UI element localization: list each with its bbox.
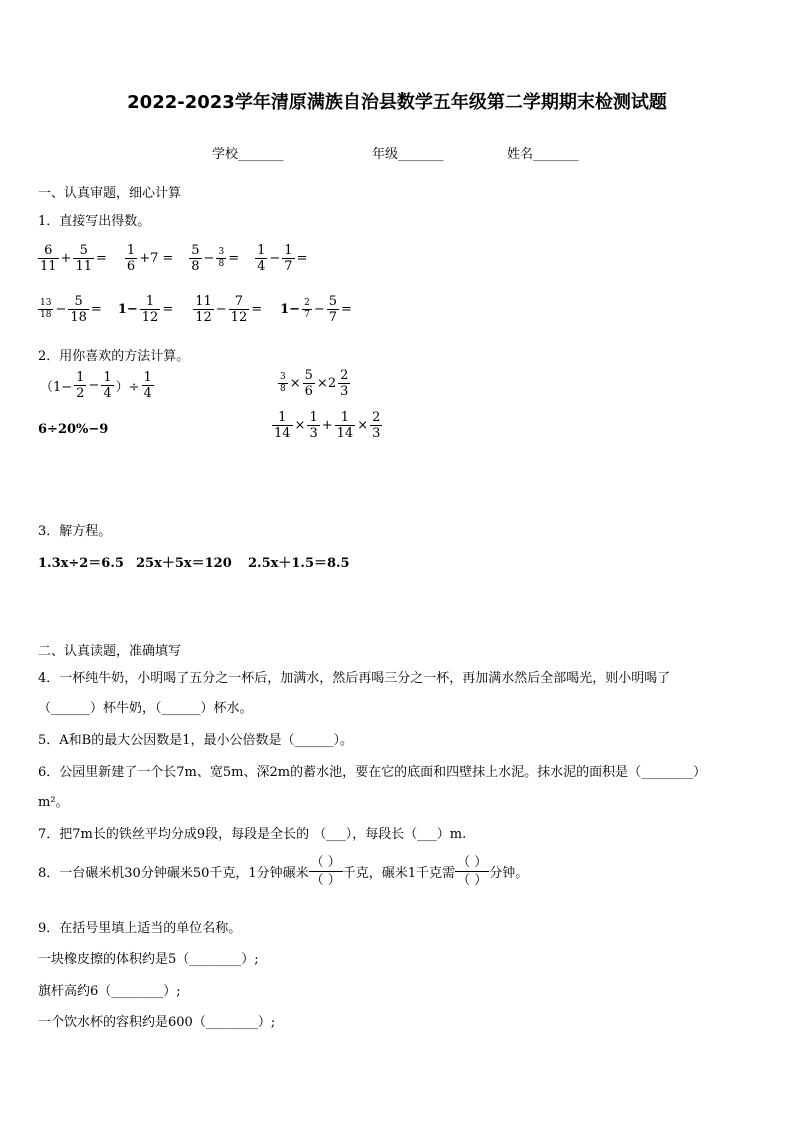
fraction: $\frac{1}{4}$: [143, 370, 152, 401]
fraction: $\frac{3}{8}$: [280, 372, 286, 394]
fraction: $\frac{5}{8}$: [191, 243, 200, 274]
section2-heading: 二、认真读题，准确填写: [38, 644, 182, 659]
q7-text: 7．把7m长的铁丝平均分成9段，每段是全长的 （___），每段长（___）m.: [38, 827, 467, 842]
fraction: $\frac{11}{12}$: [195, 294, 212, 325]
blank-fraction[interactable]: （ ） （ ）: [310, 855, 341, 888]
q5-text: 5．A和B的最大公因数是1，最小公倍数是（______）。: [38, 733, 353, 748]
fraction: $\frac{1}{7}$: [284, 243, 293, 274]
q6-text: 6．公园里新建了一个长7m、宽5m、深2m的蓄水池，要在它的底面和四壁抹上水泥。抹水泥的面积是（________）: [38, 765, 707, 780]
fraction: $\frac{2}{3}$: [340, 368, 349, 399]
q9-line1: 一块橡皮擦的体积约是5（________）;: [38, 952, 259, 967]
q2-expr1: （1− $\frac{1}{2}$ − $\frac{1}{4}$ ）÷ $\frac{1}{4}$: [40, 370, 152, 401]
fraction: $\frac{6}{11}$: [40, 243, 57, 274]
q1-label: 1．直接写出得数。: [38, 214, 151, 229]
school-field[interactable]: 学校_______: [212, 147, 284, 162]
fraction: $\frac{13}{18}$: [40, 298, 52, 320]
fraction: $\frac{5}{6}$: [304, 368, 313, 399]
grade-field[interactable]: 年级_______: [372, 147, 444, 162]
q9-label: 9．在括号里填上适当的单位名称。: [38, 921, 242, 936]
q4-text-cont: （______）杯牛奶，（______）杯水。: [38, 701, 253, 716]
q9-line2: 旗杆高约6（________）;: [38, 984, 181, 999]
fraction: $\frac{1}{14}$: [336, 410, 354, 441]
fraction: $\frac{1}{4}$: [257, 243, 266, 274]
fraction: $\frac{5}{7}$: [328, 294, 337, 325]
fraction: $\frac{5}{11}$: [75, 243, 92, 274]
fraction: $\frac{1}{6}$: [126, 243, 136, 274]
fraction: $\frac{2}{3}$: [372, 410, 381, 441]
fraction: $\frac{1}{12}$: [141, 294, 159, 325]
fraction: $\frac{3}{8}$: [218, 247, 225, 269]
section1-heading: 一、认真审题，细心计算: [38, 186, 182, 201]
q9-line3: 一个饮水杯的容积约是600（________）;: [38, 1015, 276, 1030]
q4-text: 4．一杯纯牛奶，小明喝了五分之一杯后，加满水，然后再喝三分之一杯，再加满水然后全部喝光，则小明喝了: [38, 671, 671, 686]
fraction: $\frac{5}{18}$: [70, 294, 87, 325]
q3-label: 3．解方程。: [38, 524, 112, 539]
q3-eq1: 1.3x÷2＝6.5: [38, 556, 124, 571]
fraction: $\frac{1}{3}$: [309, 410, 318, 441]
q2-expr3: 6÷20%−9: [38, 422, 109, 437]
blank-fraction[interactable]: （ ） （ ）: [457, 855, 488, 888]
q8-text: 8．一台碾米机30分钟碾米50千克，1分钟碾米 （ ） （ ） 千克，碾米1千克需 （ ） （ ） 分钟。: [38, 855, 529, 888]
q3-eq3: 2.5x＋1.5＝8.5: [248, 556, 350, 571]
q2-expr4: $\frac{1}{14}$ × $\frac{1}{3}$ + $\frac{1}{14}$ × $\frac{2}{3}$: [274, 410, 381, 441]
q3-eq2: 25x＋5x＝120: [136, 556, 232, 571]
fraction: $\frac{7}{12}$: [230, 294, 248, 325]
name-field[interactable]: 姓名_______: [507, 147, 579, 162]
fraction: $\frac{1}{4}$: [103, 370, 112, 401]
fraction: $\frac{2}{7}$: [304, 298, 310, 320]
q2-expr2: $\frac{3}{8}$ × $\frac{5}{6}$ ×2 $\frac{2}{3}$: [280, 368, 349, 399]
fraction: $\frac{1}{14}$: [274, 410, 291, 441]
q1-row2: $\frac{13}{18}$ − $\frac{5}{18}$ = 1− $\frac{1}{12}$ = $\frac{11}{12}$ − $\frac{7}{12}$ = 1− $\frac{2}{7}$ − $\frac{5}{7}$ =: [40, 294, 352, 325]
fraction: $\frac{1}{2}$: [76, 370, 85, 401]
q1-row1: $\frac{6}{11}$ + $\frac{5}{11}$ = $\frac{1}{6}$ +7 = $\frac{5}{8}$ − $\frac{3}{8}$ = $\frac{1}{4}$ − $\frac{1}{7}$ =: [40, 243, 308, 274]
q2-label: 2．用你喜欢的方法计算。: [38, 349, 190, 364]
page-title: 2022-2023学年清原满族自治县数学五年级第二学期期末检测试题: [127, 92, 667, 113]
q6-text-cont: m²。: [38, 795, 69, 810]
